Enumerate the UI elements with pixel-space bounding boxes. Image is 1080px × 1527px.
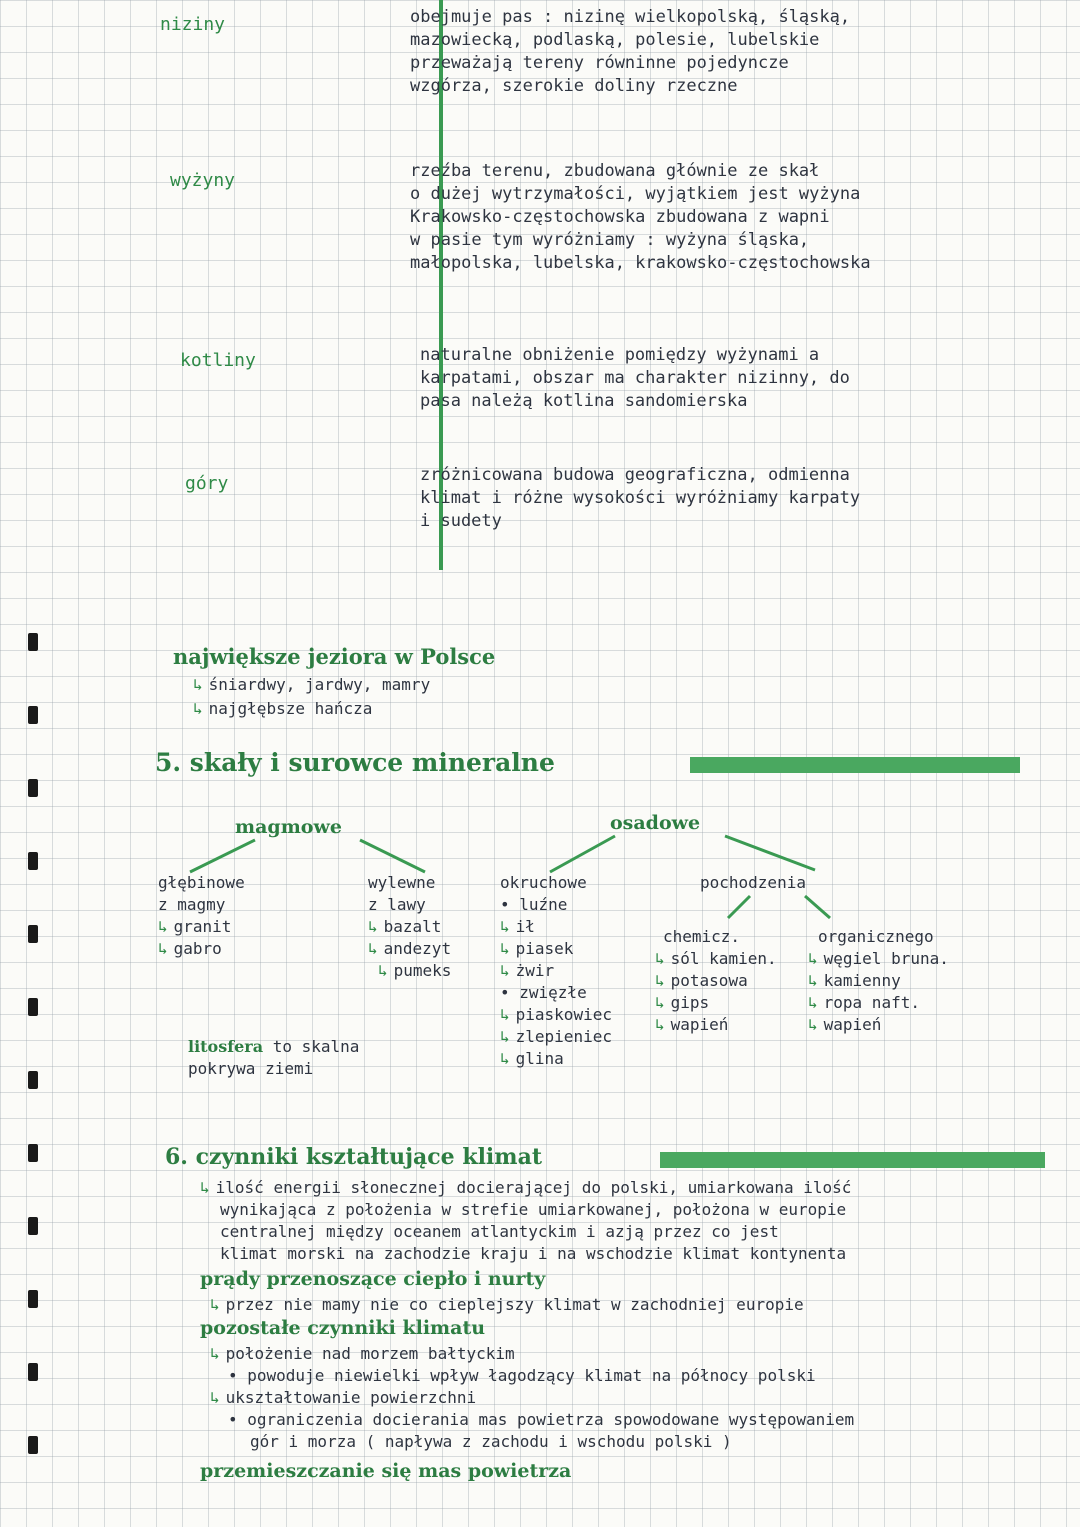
group-osadowe: osadowe — [610, 812, 701, 834]
section6-sub2-item: • ograniczenia docierania mas powietrza spowodowane występowaniem — [228, 1410, 855, 1429]
branch-line — [190, 840, 255, 872]
col-okruchowe: okruchowe • luźne ↳ ił ↳ piasek ↳ żwir • zwięzłe ↳ piaskowiec ↳ zlepieniec ↳ glina — [500, 873, 612, 1068]
binding-ring — [28, 852, 38, 870]
notebook-page — [60, 0, 1080, 1527]
term-gory: góry — [185, 473, 229, 494]
section6-sub2-item: gór i morza ( napływa z zachodu i wschodu polski ) — [250, 1432, 732, 1451]
lakes-item: ↳ najgłębsze hańcza — [193, 699, 373, 718]
desc-wyzyny: rzeźba terenu, zbudowana głównie ze skał o dużej wytrzymałości, wyjątkiem jest wyżyna Krakowsko-częstochowska zbudowana z wapni w pasie tym wyróżniamy : wyżyna śląska, małopolska, lubelska, krakowsko-częstochowska — [410, 161, 871, 273]
binding-ring — [28, 1071, 38, 1089]
col-chemicz: chemicz. ↳ sól kamien. ↳ potasowa ↳ gips ↳ wapień — [655, 927, 777, 1034]
branch-line — [360, 840, 425, 872]
section6-line: klimat morski na zachodzie kraju i na wschodzie klimat kontynenta — [220, 1244, 847, 1263]
lakes-item: ↳ śniardwy, jardwy, mamry — [193, 675, 431, 694]
lakes-title: największe jeziora w Polsce — [173, 644, 496, 669]
section6-line: wynikająca z położenia w strefie umiarkowanej, położona w europie — [220, 1200, 847, 1219]
col-glebinowe: głębinowe z magmy ↳ granit ↳ gabro — [158, 873, 245, 958]
col-wylewne: wylewne z lawy ↳ bazalt ↳ andezyt ↳ pumeks — [368, 873, 452, 980]
branch-line — [728, 896, 750, 918]
binding-ring — [28, 1144, 38, 1162]
notebook-binding — [0, 0, 60, 1527]
binding-ring — [28, 925, 38, 943]
binding-ring — [28, 1436, 38, 1454]
section6-title: 6. czynniki kształtujące klimat — [165, 1144, 542, 1170]
term-niziny: niziny — [160, 14, 226, 35]
section6-sub2: pozostałe czynniki klimatu — [200, 1317, 486, 1339]
group-magmowe: magmowe — [235, 816, 342, 838]
branch-line — [805, 896, 830, 918]
binding-ring — [28, 998, 38, 1016]
section6-sub1-item: ↳ przez nie mamy nie co cieplejszy klimat w zachodniej europie — [210, 1295, 804, 1314]
binding-ring — [28, 779, 38, 797]
binding-ring — [28, 1217, 38, 1235]
desc-kotliny: naturalne obniżenie pomiędzy wyżynami a karpatami, obszar ma charakter nizinny, do pasa należą kotlina sandomierska — [420, 345, 850, 411]
branch-line — [550, 836, 615, 872]
binding-ring — [28, 706, 38, 724]
branch-line — [725, 836, 815, 870]
section6-sub2-item: • powoduje niewielki wpływ łagodzący klimat na północy polski — [228, 1366, 816, 1385]
section6-line: ↳ ilość energii słonecznej docierającej do polski, umiarkowana ilość — [200, 1178, 852, 1197]
desc-gory: zróżnicowana budowa geograficzna, odmienna klimat i różne wysokości wyróżniamy karpaty i sudety — [420, 465, 861, 531]
binding-ring — [28, 1363, 38, 1381]
binding-ring — [28, 1290, 38, 1308]
desc-niziny: obejmuje pas : nizinę wielkopolską, śląską, mazowiecką, podlaską, polesie, lubelskie przeważają tereny równinne pojedyncze wzgórza, szerokie doliny rzeczne — [410, 7, 851, 96]
litosfera-note: litosfera to skalna pokrywa ziemi — [188, 1037, 360, 1078]
section6-sub2-item: ↳ położenie nad morzem bałtyckim — [210, 1344, 515, 1363]
section6-footer: przemieszczanie się mas powietrza — [200, 1460, 572, 1482]
pochodzenia-label: pochodzenia — [700, 873, 806, 892]
binding-ring — [28, 633, 38, 651]
section5-title: 5. skały i surowce mineralne — [155, 748, 555, 777]
section6-sub1: prądy przenoszące ciepło i nurty — [200, 1268, 546, 1290]
term-wyzyny: wyżyny — [170, 170, 236, 191]
section6-sub2-item: ↳ ukształtowanie powierzchni — [210, 1388, 477, 1407]
col-organicznego: organicznego ↳ węgiel bruna. ↳ kamienny ↳ ropa naft. ↳ wapień — [808, 927, 949, 1034]
section6-line: centralnej między oceanem atlantyckim i azją przez co jest — [220, 1222, 779, 1241]
header-highlight — [660, 1152, 1045, 1168]
term-kotliny: kotliny — [180, 350, 256, 371]
